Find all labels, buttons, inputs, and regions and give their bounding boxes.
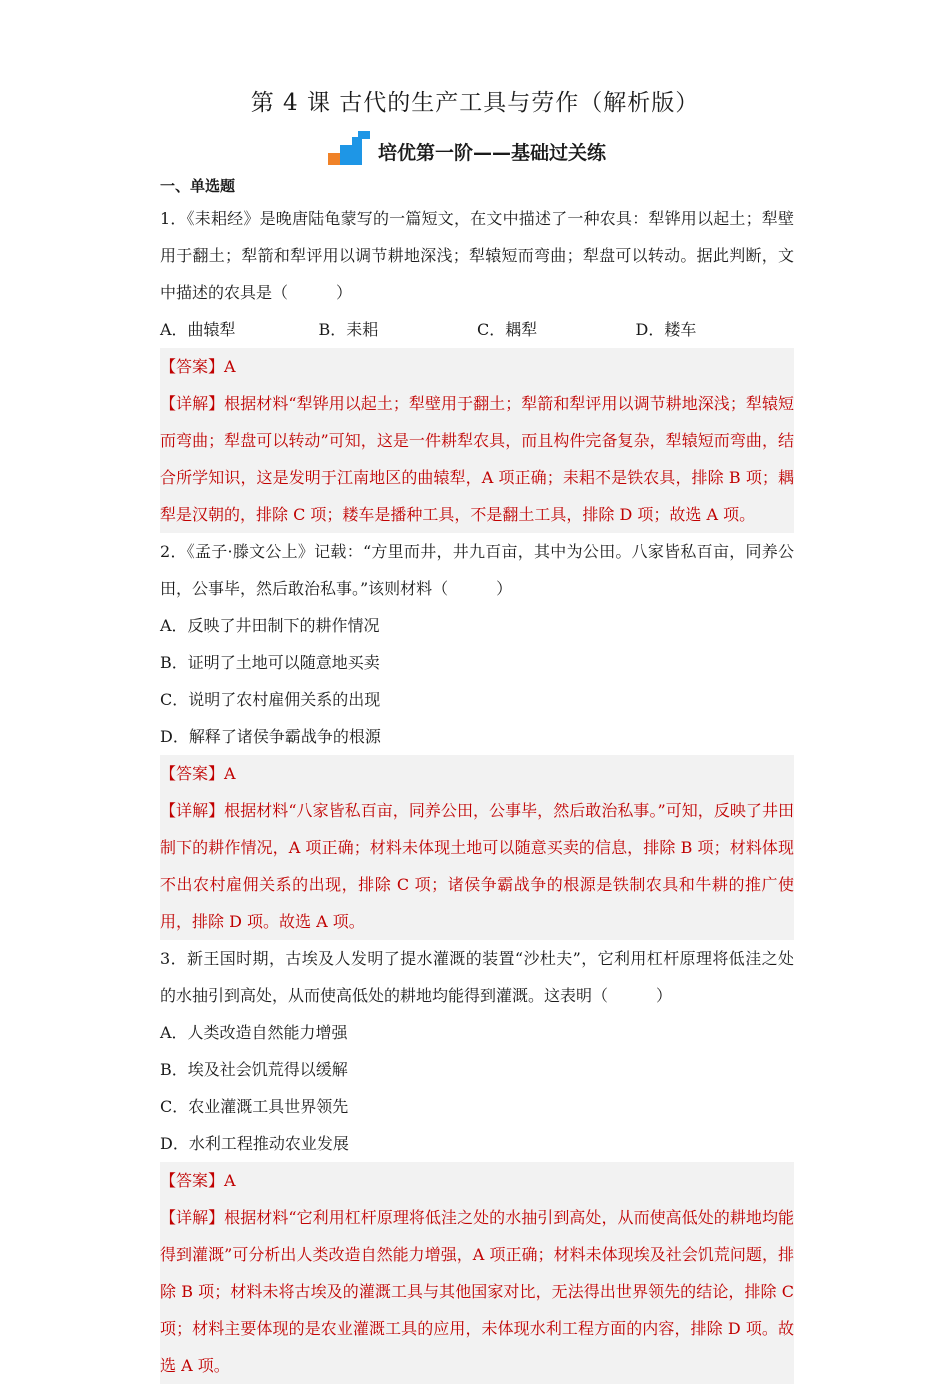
question-stem: 1．《耒耜经》是晚唐陆龟蒙写的一篇短文，在文中描述了一种农具：犁铧用以起土；犁壁用于翻土；犁箭和犁评用以调节耕地深浅；犁辕短而弯曲；犁盘可以转动。据此判断，文中描述的农具是（ ） [160,209,794,302]
option-b: B．证明了土地可以随意地买卖 [160,653,380,672]
option-c: C．说明了农村雇佣关系的出现 [160,690,381,709]
answer-detail: 【详解】根据材料“八家皆私百亩，同养公田，公事毕，然后敢治私事。”可知，反映了井田制下的耕作情况，A 项正确；材料未体现土地可以随意买卖的信息，排除 B 项；材料体现不出农村雇佣关系的出现，排除 C 项；诸侯争霸战争的根源是铁制农具和牛耕的推广使用，排除 D 项。故选 A 项。 [160,801,794,931]
question-list [160,172,794,1384]
option-c: C．耦犁 [477,320,538,339]
answer-detail: 【详解】根据材料“它利用杠杆原理将低洼之处的水抽引到高处，从而使高低处的耕地均能得到灌溉”可分析出人类改造自然能力增强，A 项正确；材料未体现埃及社会饥荒问题，排除 B 项；材料未将古埃及的灌溉工具与其他国家对比，无法得出世界领先的结论，排除 C 项；材料主要体现的是农业灌溉工具的应用，未体现水利工程方面的内容，排除 D 项。故选 A 项。 [160,1208,794,1375]
question-stem: 3．新王国时期，古埃及人发明了提水灌溉的装置“沙杜夫”，它利用杠杆原理将低洼之处的水抽引到高处，从而使高低处的耕地均能得到灌溉。这表明（ ） [160,949,794,1005]
section-title: 培优第一阶——基础过关练 [378,142,607,164]
option-b: B．埃及社会饥荒得以缓解 [160,1060,348,1079]
option-b: B．耒耜 [318,320,379,339]
part-heading: 一、单选题 [160,177,236,195]
option-c: C．农业灌溉工具世界领先 [160,1097,349,1116]
option-d: D．解释了诸侯争霸战争的根源 [160,727,381,746]
answer-label: 【答案】A [160,1171,236,1190]
option-list [160,1014,794,1162]
page-title: 第 4 课 古代的生产工具与劳作（解析版） [250,90,700,116]
option-a: A．反映了井田制下的耕作情况 [160,616,380,635]
option-d: D．耧车 [635,320,697,339]
stairs-icon [328,131,372,167]
answer-box [160,1162,794,1384]
answer-label: 【答案】A [160,357,236,376]
question-stem: 2．《孟子·滕文公上》记载：“方里而井，井九百亩，其中为公田。八家皆私百亩，同养公田，公事毕，然后敢治私事。”该则材料（ ） [160,542,794,598]
answer-label: 【答案】A [160,764,236,783]
option-a: A．曲辕犁 [160,320,236,339]
answer-box [160,348,794,533]
option-a: A．人类改造自然能力增强 [160,1023,348,1042]
section-banner [328,127,606,167]
answer-box [160,755,794,940]
option-d: D．水利工程推动农业发展 [160,1134,349,1153]
option-list [160,607,794,755]
answer-detail: 【详解】根据材料“犁铧用以起土；犁壁用于翻土；犁箭和犁评用以调节耕地深浅；犁辕短而弯曲；犁盘可以转动”可知，这是一件耕犁农具，而且构件完备复杂，犁辕短而弯曲，结合所学知识，这是发明于江南地区的曲辕犁，A 项正确；耒耜不是铁农具，排除 B 项；耦犁是汉朝的，排除 C 项；耧车是播种工具，不是翻土工具，排除 D 项；故选 A 项。 [160,394,794,524]
option-list [160,311,794,348]
